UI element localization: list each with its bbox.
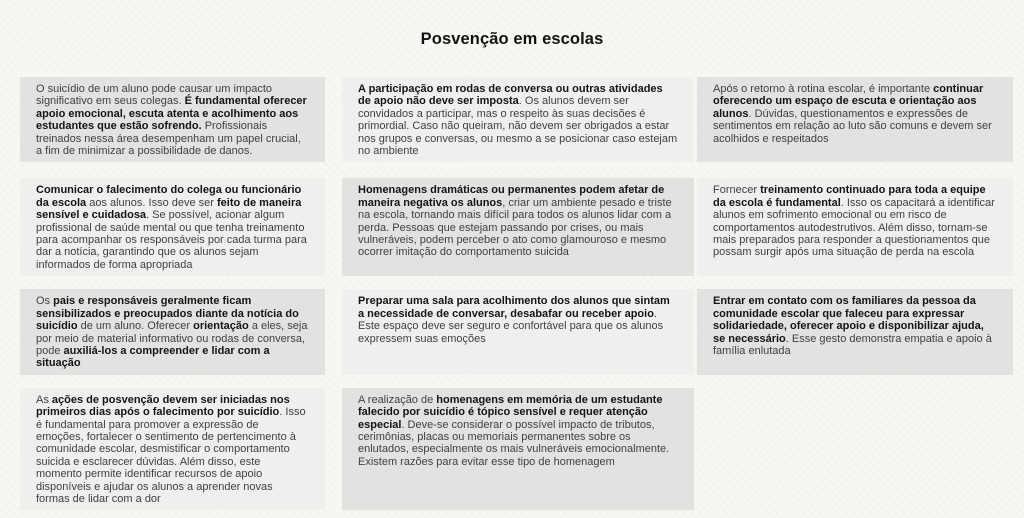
card-text: Fornecer [713, 184, 761, 197]
card-text: . Isso os capacitará a identificar alunos em sofrimento emocional ou em risco de comportamentos autodestrutivos. Além disso, tornam-se mais preparados para responder a questionamentos que possam surgir após uma situação de perda na escola [713, 196, 995, 259]
card-text: A realização de [358, 393, 437, 406]
card-text-bold: treinamento continuado para toda a equipe da escola é fundamental [713, 184, 986, 209]
card-text: . Os alunos devem ser convidados a participar, mas o respeito às suas decisões é primordial. Caso não queiram, não devem ser obrigados a estar nos grupos e conversas, ou mesmo a se posicionar caso estejam no ambiente [358, 95, 678, 158]
card-text-bold: A participação em rodas de conversa ou outras atividades de apoio não deve ser imposta [358, 83, 663, 108]
card-text-bold: auxiliá-los a compreender e lidar com a situação [36, 344, 270, 370]
text-card [20, 77, 325, 162]
card-text-bold: feito de maneira sensível e cuidadosa [36, 196, 302, 222]
card-text: a eles, seja por meio de material informativo ou rodas de conversa, pode [36, 320, 308, 357]
text-card [697, 289, 1013, 374]
page-title: Posvenção em escolas [420, 30, 604, 48]
card-text-bold: Preparar uma sala para acolhimento dos alunos que sintam a necessidade de conversar, desabafar ou receber apoio [358, 295, 670, 320]
card-text: As [36, 393, 52, 406]
text-card [342, 178, 694, 276]
card-text-bold: continuar oferecendo um espaço de escuta e orientação aos alunos [713, 83, 984, 120]
card-text-bold: Comunicar o falecimento do colega ou funcionário da escola [36, 184, 302, 209]
text-card [342, 77, 694, 162]
card-text: , criar um ambiente pesado e triste na escola, tornando mais difícil para todos os alunos lidar com a perda. Pessoas que estejam passando por crises, ou mais vulneráveis, podem perceber o ato como glamouroso e mesmo ocorrer imitação do comportamento suicida [358, 196, 672, 259]
text-card [342, 289, 694, 374]
card-text: Após o retorno à rotina escolar, é importante [713, 83, 934, 95]
card-text-bold: Homenagens dramáticas ou permanentes podem afetar de maneira negativa os alunos [358, 184, 665, 209]
text-card [20, 178, 325, 276]
card-text-bold: ações de posvenção devem ser iniciadas nos primeiros dias após o falecimento por suicídio [36, 393, 290, 419]
card-text: O suicídio de um aluno pode causar um impacto significativo em seus colegas. [36, 83, 273, 108]
text-card [342, 388, 694, 511]
card-text: . Este espaço deve ser seguro e confortável para que os alunos expressem suas emoções [358, 307, 664, 345]
card-text: . Dúvidas, questionamentos e expressões de sentimentos em relação ao luto são comuns e devem ser acolhidos e respeitados [713, 107, 992, 145]
text-card [20, 388, 325, 511]
card-text: Os [36, 295, 54, 308]
card-text: Profissionais treinados nessa área desempenham um papel crucial, a fim de minimizar a possibilidade de danos. [36, 120, 301, 158]
card-text-bold: É fundamental oferecer apoio emocional, escuta atenta e acolhimento aos estudantes que estão sofrendo. [36, 95, 307, 133]
card-text: . Isso é fundamental para promover a expressão de emoções, fortalecer o sentimento de pertencimento à comunidade escolar, desmistificar o comportamento suicida e esclarecer dúvidas. Além disso, este momento permite identificar recursos de apoio disponíveis e ajudar os alunos a aprender novas formas de lidar com a dor [36, 406, 306, 505]
card-text: . Se possível, acionar algum profissional de saúde mental ou que tenha treinamento para acompanhar os responsáveis por cada turma para dar a notícia, garantindo que os alunos sejam informados de forma apropriada [36, 209, 307, 271]
card-text: . Deve-se considerar o possível impacto de tributos, cerimônias, placas ou memoriais permanentes sobre os enlutados, especialmente os mais vulneráveis emocionalmente. Existem razões para evitar esse tipo de homenagem [358, 418, 670, 468]
content-grid [20, 77, 1013, 510]
card-text-bold: Entrar em contato com os familiares da pessoa da comunidade escolar que faleceu para expressar solidariedade, oferecer apoio e disponibilizar ajuda, se necessário [713, 295, 984, 345]
text-card [697, 178, 1013, 276]
text-card [697, 77, 1013, 162]
card-text: aos alunos. Isso deve ser [86, 196, 217, 209]
card-text-bold: homenagens em memória de um estudante falecido por suicídio é tópico sensível e requer atenção especial [358, 393, 663, 431]
card-text: . Esse gesto demonstra empatia e apoio à família enlutada [713, 332, 992, 357]
text-card [20, 289, 325, 374]
card-text-bold: orientação [193, 320, 249, 333]
card-text-bold: pais e responsáveis geralmente ficam sensibilizados e preocupados diante da notícia do suicídio [36, 295, 299, 333]
card-text: de um aluno. Oferecer [77, 320, 194, 333]
